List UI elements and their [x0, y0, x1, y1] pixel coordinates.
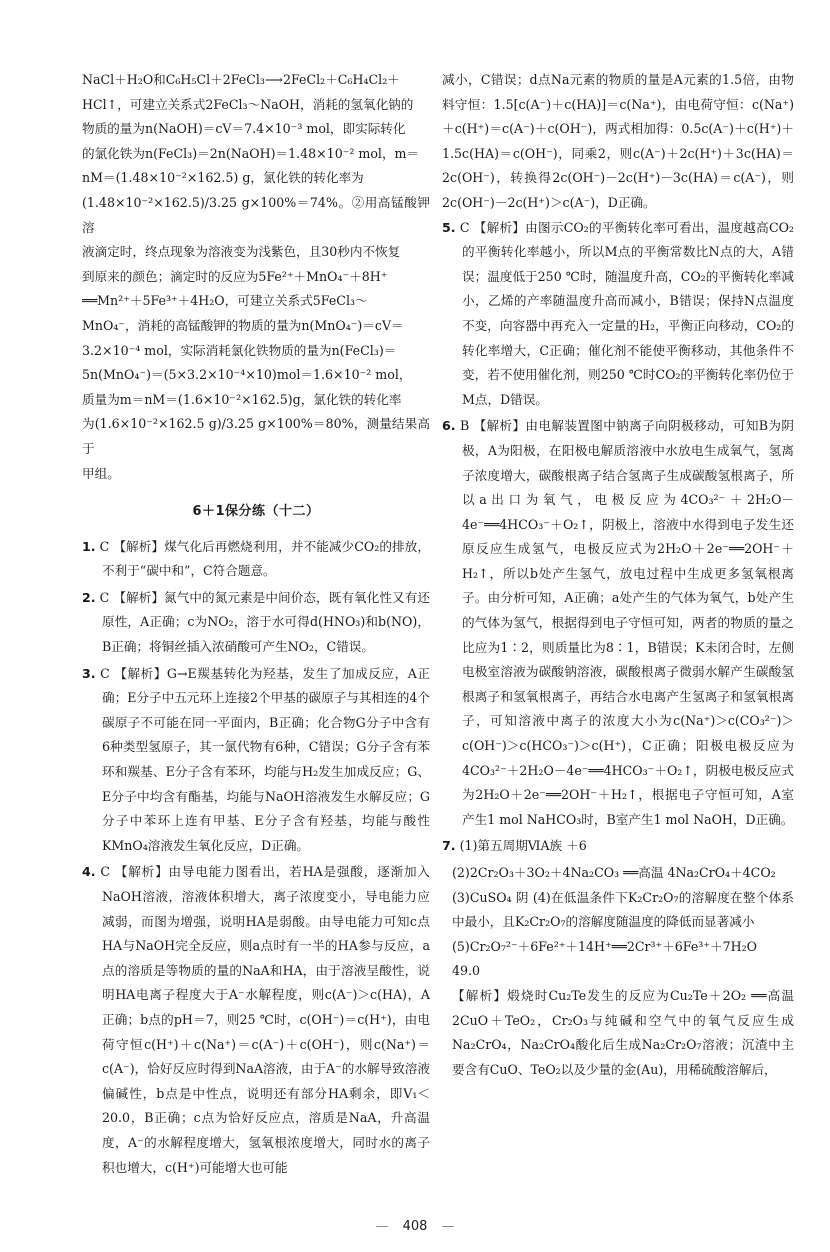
q7-part-5: (5)Cr₂O₇²⁻＋6Fe²⁺＋14H⁺══2Cr³⁺＋6Fe³⁺＋7H₂O [452, 938, 757, 954]
item-text: C 【解析】氮气中的氮元素是中间价态，既有氧化性又有还原性，A正确；c为NO₂，溶于水可得d(HNO₃)和b(NO)，B正确；将铜丝插入浓硝酸可产生NO₂，C错误。 [99, 589, 430, 655]
q7-part-2: (2)2Cr₂O₃＋3O₂＋4Na₂CO₃ ══高温 4Na₂CrO₄＋4CO₂ [452, 865, 776, 880]
text-line: 到原来的颜色；滴定时的反应为5Fe²⁺＋MnO₄⁻＋8H⁺ [82, 268, 388, 284]
text-line: 液滴定时，终点现象为溶液变为浅紫色，且30秒内不恢复 [82, 244, 401, 260]
text-line: HCl↑，可建立关系式2FeCl₃～NaOH，消耗的氢氧化钠的 [82, 96, 414, 112]
answer-item [82, 535, 430, 584]
answer-item [442, 414, 794, 832]
continuation-paragraph: 减小，C错误；d点Na元素的物质的量是A元素的1.5倍，由物料守恒：1.5[c(A⁻)＋c(HA)]＝c(Na⁺)，由电荷守恒：c(Na⁺)＋c(H⁺)＝c(A⁻)＋c(OH⁻)，两式相加得：0.5c(A⁻)＋c(H⁺)＋1.5c(HA)＝c(OH⁻)，同乘2，则c(A⁻)＋2c(H⁺)＋3c(HA)＝2c(OH⁻)，转换得2c(OH⁻)－2c(H⁺)－3c(HA)＝c(A⁻)，则2c(OH⁻)－2c(H⁺)＞c(A⁻)，D正确。 [442, 72, 794, 210]
item-text: C 【解析】由图示CO₂的平衡转化率可看出，温度越高CO₂的平衡转化率越小，所以M点的平衡常数比N点的大，A错误；温度低于250 ℃时，随温度升高，CO₂的平衡转化率减小，乙烯的产率随温度升高而减小，B错误；保持N点温度不变，向容器中再充入一定量的H₂，平衡正向移动，CO₂的转化率增大，C正确；催化剂不能使平衡移动，其他条件不变，若不使用催化剂，则250 ℃时CO₂的平衡转化率仍位于M点，D错误。 [459, 219, 794, 407]
text-line: (1.48×10⁻²×162.5)/3.25 g×100%＝74%。②用高锰酸钾溶 [82, 194, 430, 235]
text-line: 甲组。 [82, 465, 120, 481]
page-footer [0, 1219, 830, 1234]
item-number: 5. [442, 219, 456, 235]
text-line: 5n(MnO₄⁻)＝(5×3.2×10⁻⁴×10)mol＝1.6×10⁻² mol， [82, 367, 412, 383]
left-column [82, 68, 430, 1182]
text-line: MnO₄⁻，消耗的高锰酸钾的物质的量为n(MnO₄⁻)＝cV＝ [82, 317, 404, 333]
answer-item [82, 586, 430, 660]
text-line: 的氯化铁为n(FeCl₃)＝2n(NaOH)＝1.48×10⁻² mol，m＝ [82, 145, 420, 161]
q7-answer-value: 49.0 [452, 963, 481, 979]
text-line: 为(1.6×10⁻²×162.5 g)/3.25 g×100%＝80%，测量结果高于 [82, 416, 430, 456]
item-text: B 【解析】由电解装置图中钠离子向阴极移动，可知B为阴极，A为阳极，在阳极电解质溶液中水放电生成氧气，氢离子浓度增大，碳酸根离子结合氢离子生成碳酸氢根离子，所以a出口为氧气，电极反应为4CO₃²⁻＋2H₂O－4e⁻══4HCO₃⁻＋O₂↑，阴极上，溶液中水得到电子发生还原反应生成氢气，电极反应式为2H₂O＋2e⁻══2OH⁻＋H₂↑，所以b处产生氢气，放电过程中生成更多氢氧根离子。由分析可知，A正确；a处产生的气体为氧气，b处产生的气体为氢气，根据得到电子守恒可知，两者的物质的量之比应为1∶2，则质量比为8∶1，B错误；K未闭合时，左侧电极室溶液为碳酸钠溶液，碳酸根离子微弱水解产生碳酸氢根离子和氢氧根离子，再结合水电离产生氢离子和氢氧根离子，可知溶液中离子的浓度大小为c(Na⁺)＞c(CO₃²⁻)＞c(OH⁻)＞c(HCO₃⁻)＞c(H⁺)，C正确；阳极电极反应为4CO₃²⁻＋2H₂O－4e⁻══4HCO₃⁻＋O₂↑，阴极电极反应式为2H₂O＋2e⁻══2OH⁻＋H₂↑，根据电子守恒可知，A室产生1 mol NaHCO₃时，B室产生1 mol NaOH，D正确。 [459, 418, 794, 827]
text-line: 物质的量为n(NaOH)＝cV＝7.4×10⁻³ mol，即实际转化 [82, 121, 406, 137]
answer-item [442, 216, 794, 413]
item-number: 1. [82, 538, 96, 554]
footer-dash-right: — [441, 1219, 455, 1234]
item-number: 7. [442, 838, 456, 854]
text-line: NaCl＋H₂O和C₆H₅Cl＋2FeCl₃⟶2FeCl₂＋C₆H₄Cl₂＋ [82, 72, 400, 87]
item-number: 4. [82, 864, 96, 880]
item-text: C 【解析】G→E羰基转化为羟基，发生了加成反应，A正确；E分子中五元环上连接2个甲基的碳原子与其相连的4个碳原子不可能在同一平面内，B正确；化合物G分子中含有6种类型氢原子，其一氯代物有6种，C错误；G分子含有苯环和羰基、E分子含有苯环，均能与H₂发生加成反应；G、E分子中均含有酯基，均能与NaOH溶液发生水解反应；G分子中苯环上连有甲基、E分子含有羟基，均能与酸性KMnO₄溶液发生氧化反应，D正确。 [100, 665, 430, 853]
text-line: ══Mn²⁺＋5Fe³⁺＋4H₂O，可建立关系式5FeCl₃～ [82, 293, 368, 309]
answer-item-7 [442, 834, 794, 859]
footer-dash-left: — [375, 1219, 389, 1234]
item-text: C 【解析】由导电能力图看出，若HA是强酸，逐渐加入NaOH溶液，溶液体积增大，离子浓度变小，导电能力应减弱，而图为增强，说明HA是弱酸。由导电能力可知c点HA与NaOH完全反应，则a点时有一半的HA参与反应，a点的溶质是等物质的量的NaA和HA，由于溶液呈酸性，说明HA电离子程度大于A⁻水解程度，则c(A⁻)＞c(HA)，A正确；b点的pH＝7，则25 ℃时，c(OH⁻)＝c(H⁺)，由电荷守恒c(H⁺)＋c(Na⁺)＝c(A⁻)＋c(OH⁻)，则c(Na⁺)＝c(A⁻)，恰好反应时得到NaA溶液，由于A⁻的水解导致溶液偏碱性，b点是中性点，说明还有部分HA剩余，即V₁＜20.0，B正确；c点为恰好反应点，溶质是NaA，升高温度，A⁻的水解程度增大，氢氧根浓度增大，同时水的离子积也增大，c(H⁺)可能增大也可能 [100, 864, 430, 1175]
page-number: 408 [402, 1219, 428, 1234]
answer-item [82, 860, 430, 1180]
item-text: C 【解析】煤气化后再燃烧利用，并不能减少CO₂的排放，不利于“碳中和”，C符合题意。 [99, 538, 430, 579]
section-title: 6＋1保分练（十二） [192, 504, 320, 520]
text-line: 质量为m＝nM＝(1.6×10⁻²×162.5)g，氯化铁的转化率 [82, 391, 402, 407]
q7-part-3: (3)CuSO₄ 阴 (4)在低温条件下K₂Cr₂O₇的溶解度在整个体系中最小，且K₂Cr₂O₇的溶解度随温度的降低而显著减小 [452, 889, 794, 930]
q7-analysis: 【解析】煅烧时Cu₂Te发生的反应为Cu₂Te＋2O₂ ══高温 2CuO＋TeO₂，Cr₂O₃与纯碱和空气中的氧气反应生成Na₂CrO₄，Na₂CrO₄酸化后生成Na₂Cr₂O₇溶液；沉渣中主要含有CuO、TeO₂以及少量的金(Au)，用稀硫酸溶解后， [452, 987, 794, 1077]
item-number: 3. [82, 665, 96, 681]
text-line: nM＝(1.48×10⁻²×162.5) g，氯化铁的转化率为 [82, 170, 364, 186]
text-line: 3.2×10⁻⁴ mol，实际消耗氯化铁物质的量为n(FeCl₃)＝ [82, 342, 397, 358]
answer-item [82, 662, 430, 859]
right-column [442, 68, 794, 1082]
q7-part-1: (1)第五周期ⅥA族 ＋6 [459, 838, 587, 854]
continuation-text [82, 68, 430, 486]
item-number: 2. [82, 589, 96, 605]
item-number: 6. [442, 418, 456, 434]
